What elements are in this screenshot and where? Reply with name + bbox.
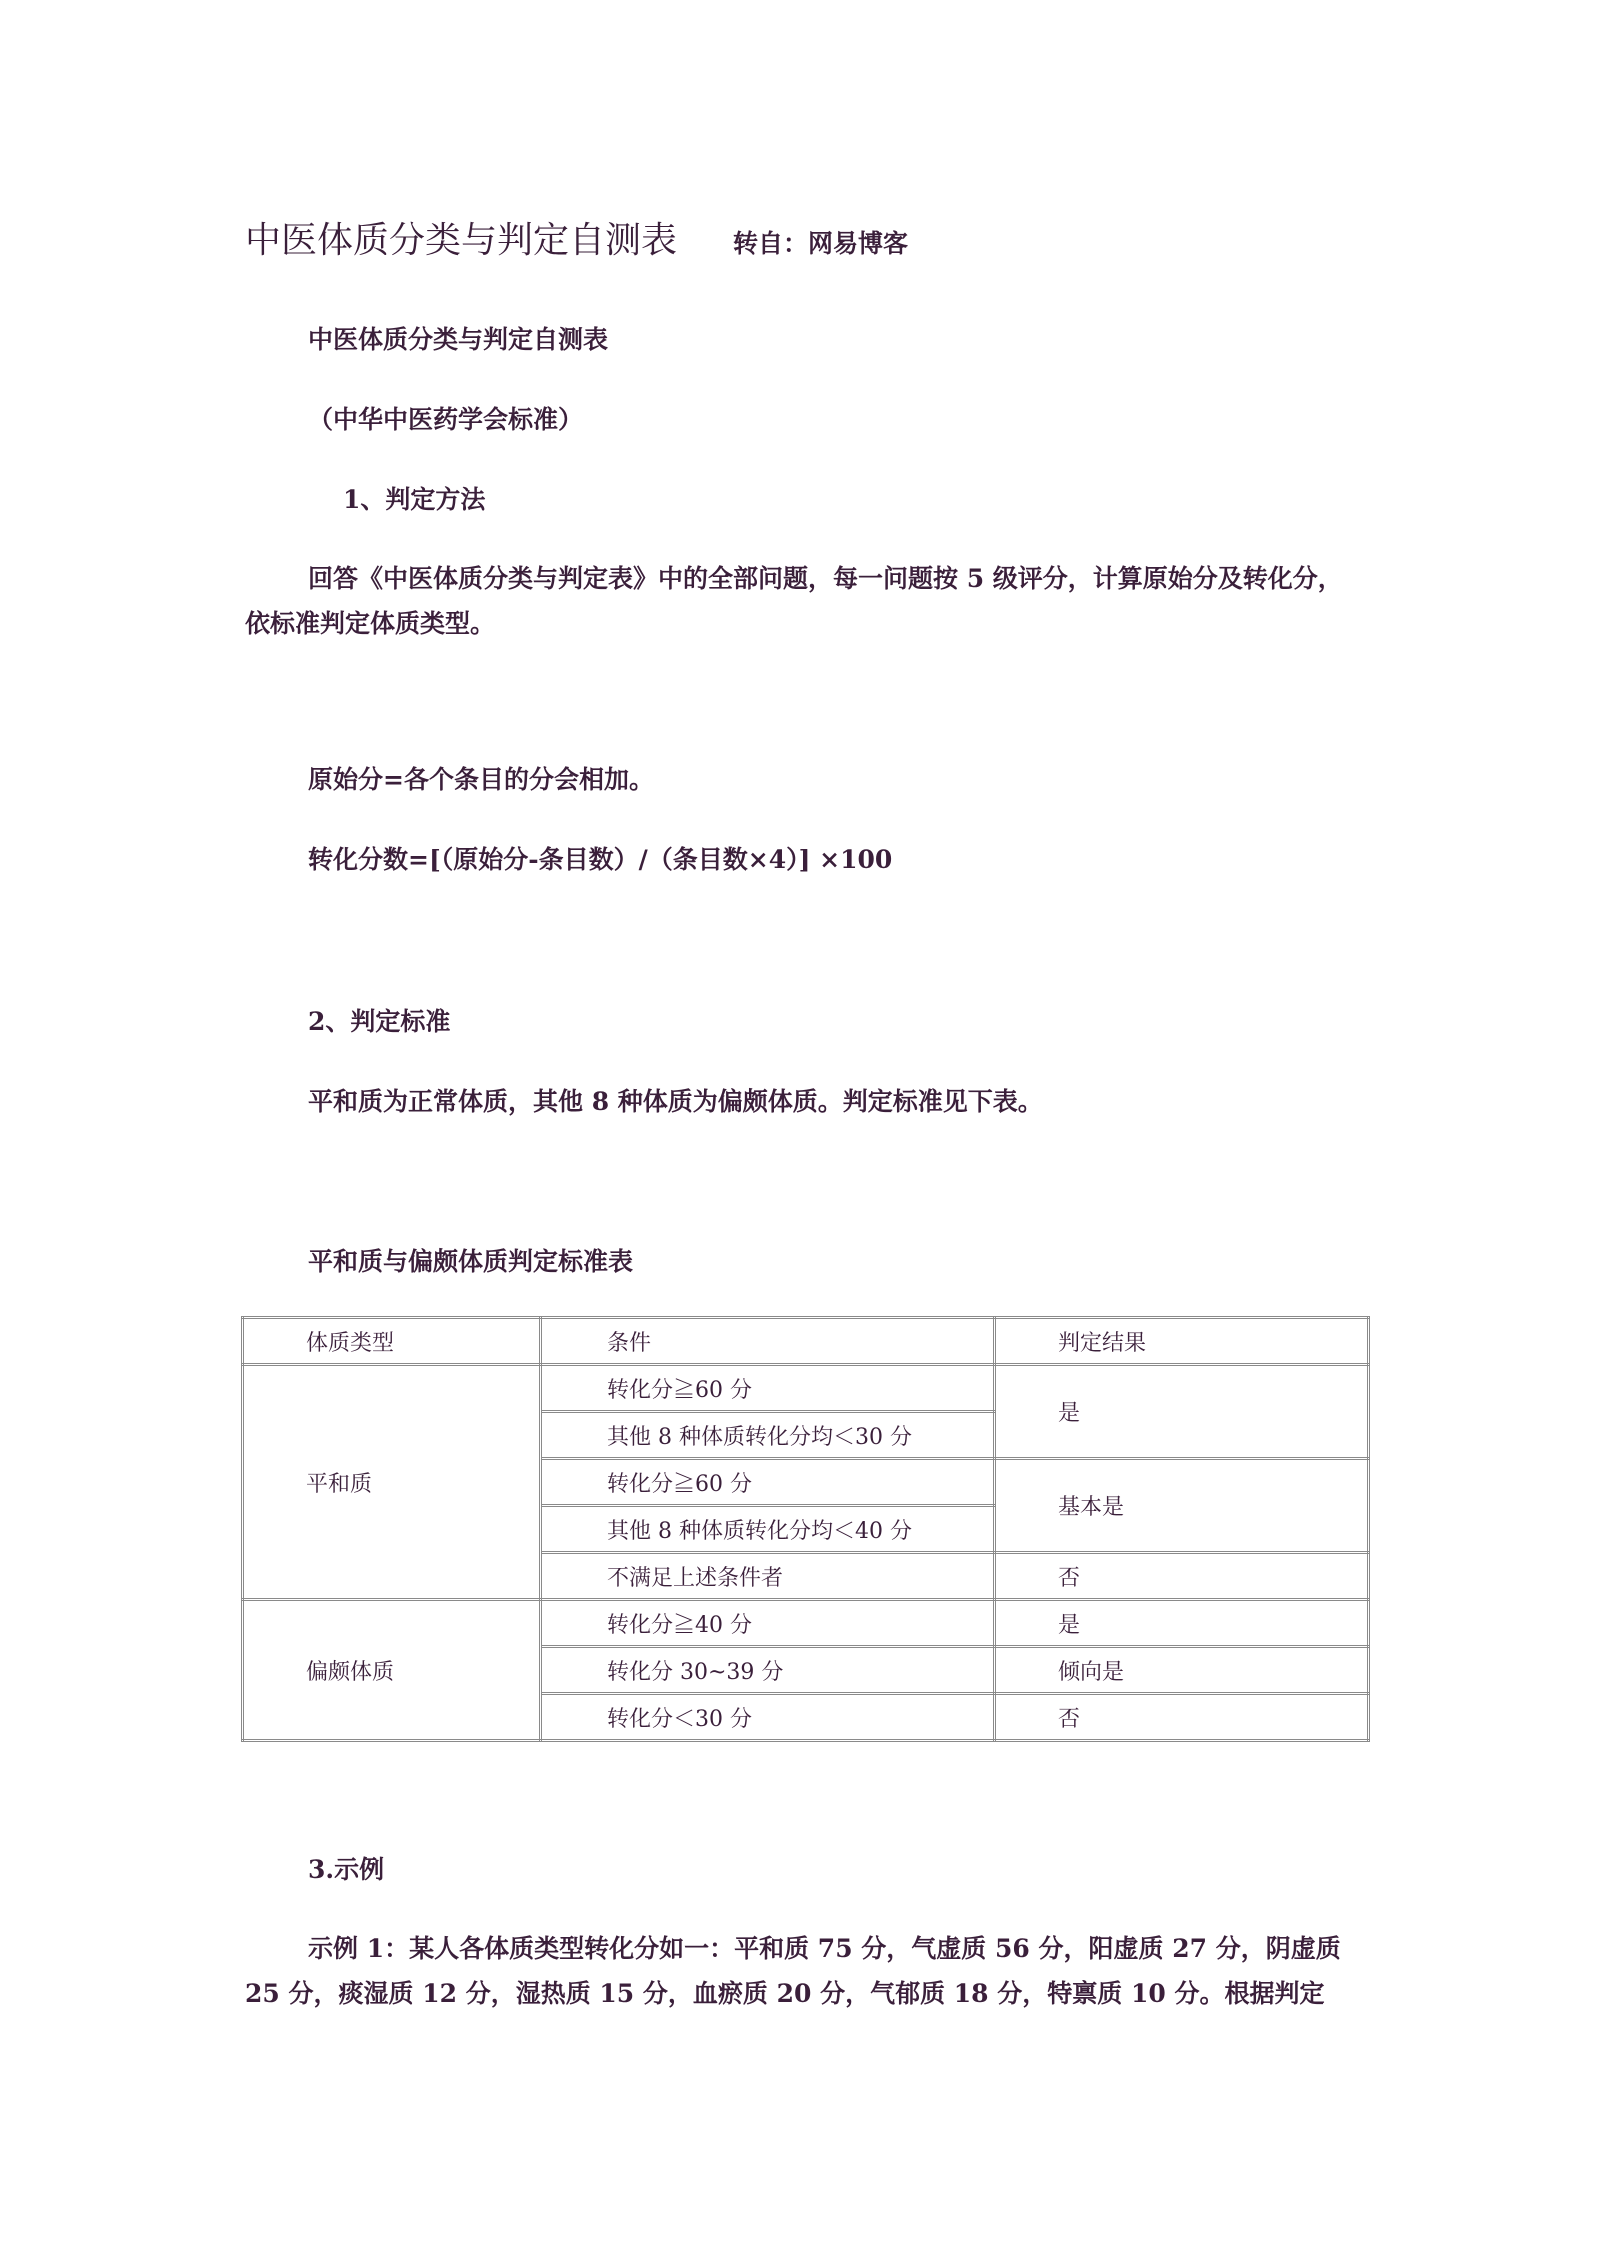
condition-cell: 转化分＜30 分 (541, 1694, 995, 1741)
condition-cell: 转化分≧60 分 (541, 1459, 995, 1506)
table-header-row (243, 1318, 1369, 1365)
table-row (243, 1600, 1369, 1647)
condition-cell: 转化分 30~39 分 (541, 1647, 995, 1694)
header-cell: 条件 (541, 1318, 995, 1365)
section2-paragraph: 平和质为正常体质，其他 8 种体质为偏颇体质。判定标准见下表。 (308, 1087, 1043, 1116)
title-text: 中医体质分类与判定自测表 (245, 220, 678, 261)
condition-cell: 其他 8 种体质转化分均＜40 分 (541, 1506, 995, 1553)
result-cell: 是 (995, 1600, 1369, 1647)
condition-cell: 转化分≧60 分 (541, 1365, 995, 1412)
source-note: 转自：网易博客 (733, 229, 909, 258)
formula-converted-score: 转化分数=[（原始分-条目数）/（条目数×4）] ×100 (308, 845, 893, 874)
section1-heading: 1、判定方法 (343, 485, 486, 514)
condition-cell: 转化分≧40 分 (541, 1600, 995, 1647)
result-cell: 基本是 (995, 1459, 1369, 1553)
type-cell-biased: 偏颇体质 (243, 1600, 541, 1741)
result-cell: 是 (995, 1365, 1369, 1459)
judgement-table (241, 1316, 1370, 1742)
section3-heading: 3.示例 (308, 1855, 385, 1884)
result-cell: 倾向是 (995, 1647, 1369, 1694)
header-cell: 判定结果 (995, 1318, 1369, 1365)
table-title: 平和质与偏颇体质判定标准表 (308, 1247, 634, 1276)
section1-paragraph: 回答《中医体质分类与判定表》中的全部问题，每一问题按 5 级评分，计算原始分及转化分，依标准判定体质类型。 (245, 564, 1343, 638)
result-cell: 否 (995, 1694, 1369, 1741)
table-row (243, 1365, 1369, 1412)
type-cell-balanced: 平和质 (243, 1365, 541, 1600)
section3-paragraph: 示例 1：某人各体质类型转化分如一：平和质 75 分，气虚质 56 分，阳虚质 27 分，阴虚质 25 分，痰湿质 12 分，湿热质 15 分，血瘀质 20 分，气郁质 18 分，特禀质 10 分。根据判定 (245, 1934, 1341, 2008)
condition-cell: 其他 8 种体质转化分均＜30 分 (541, 1412, 995, 1459)
formula-raw-score: 原始分=各个条目的分会相加。 (308, 765, 654, 794)
condition-cell: 不满足上述条件者 (541, 1553, 995, 1600)
intro-title: 中医体质分类与判定自测表 (308, 325, 609, 354)
header-cell: 体质类型 (243, 1318, 541, 1365)
page-title (245, 212, 908, 263)
result-cell: 否 (995, 1553, 1369, 1600)
section2-heading: 2、判定标准 (308, 1007, 451, 1036)
intro-standard: （中华中医药学会标准） (308, 405, 584, 434)
